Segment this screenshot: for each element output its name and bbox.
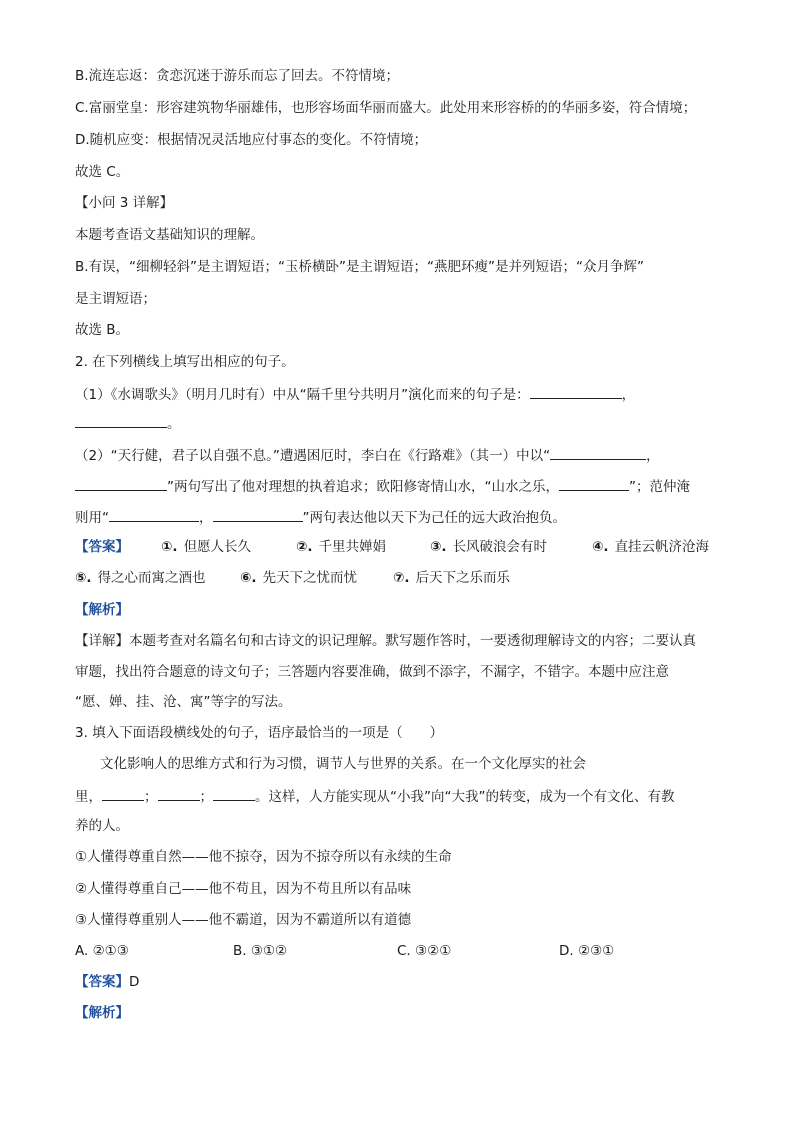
subquestion-3-intro: 本题考查语文基础知识的理解。 (75, 227, 264, 243)
option-b[interactable]: B. ③①② (233, 943, 288, 959)
question-2-part-2 (75, 445, 660, 466)
answer-tag: 【答案】 (75, 539, 129, 555)
explanation-line-d: D.随机应变：根据情况灵活地应付事态的变化。不符情境； (75, 132, 428, 148)
analysis-tag: 【解析】 (75, 602, 129, 618)
punct: 。 (167, 416, 181, 432)
question-2-part-2-cont (75, 476, 690, 497)
answer-choice-c: 故选 C。 (75, 164, 130, 180)
question-2-part-2-mid: ”两句写出了他对理想的执着追求；欧阳修寄情山水，“山水之乐， (167, 479, 559, 495)
detail-line-1 (75, 631, 696, 651)
question-3-title: 3. 填入下面语段横线处的句子，语序最恰当的一项是（ ） (75, 725, 444, 741)
subquestion-3-analysis: B.有误，“细柳轻斜”是主谓短语；“玉桥横卧”是主谓短语；“燕肥环瘦”是并列短语；“众月争辉” (75, 259, 645, 275)
punct: ， (199, 510, 213, 526)
answer-item-6: ⑥. 先天下之忧而忧 (240, 570, 358, 586)
sentence-1: ①人懂得尊重自然——他不掠夺，因为不掠夺所以有永续的生命 (75, 849, 452, 865)
question-2-part-1 (75, 384, 635, 405)
sentence-2: ②人懂得尊重自己——他不苟且，因为不苟且所以有品味 (75, 881, 412, 897)
text: 则用“ (75, 510, 109, 526)
question-2-part-1-text: （1）《水调歌头》（明月几时有）中从“隔千里兮共明月”演化而来的句子是： (75, 387, 530, 403)
answer-item-1: ①. 但愿人长久 (161, 539, 252, 555)
question-3-passage-2: 里， ； ； 。这样，人方能实现从“小我”向“大我”的转变，成为一个有文化、有教 (75, 786, 674, 807)
punct: ， (621, 387, 636, 403)
answer-item-2: ②. 千里共婵娟 (296, 539, 387, 555)
explanation-line-b: B.流连忘返：贪恋沉迷于游乐而忘了回去。不符情境； (75, 68, 400, 84)
question-2-part-1-cont (75, 413, 181, 434)
question-3-passage-1: 文化影响人的思维方式和行为习惯，调节人与世界的关系。在一个文化厚实的社会 (100, 756, 586, 772)
detail-line-3: “愿、婵、挂、沧、寓”等字的写法。 (75, 694, 292, 710)
option-d[interactable]: D. ②③① (559, 943, 615, 959)
subquestion-3-heading: 【小问 3 详解】 (75, 195, 174, 211)
text: ”两句表达他以天下为己任的远大政治抱负。 (302, 510, 566, 526)
fill-blank[interactable] (213, 507, 303, 522)
sentence-3: ③人懂得尊重别人——他不霸道，因为不霸道所以有道德 (75, 912, 412, 928)
fill-blank[interactable] (550, 445, 646, 460)
explanation-line-c: C.富丽堂皇：形容建筑物华丽雄伟，也形容场面华丽而盛大。此处用来形容桥的的华丽多姿，符合情境； (75, 100, 697, 116)
subquestion-3-analysis-cont: 是主谓短语； (75, 291, 156, 307)
fill-blank[interactable] (75, 413, 167, 428)
fill-blank[interactable] (102, 786, 144, 801)
detail-line-2: 审题，找出符合题意的诗文句子；三答题内容要准确，做到不添字，不漏字，不错字。本题中应注意 (75, 664, 669, 680)
question-3-answer (75, 972, 139, 992)
option-a[interactable]: A. ②①③ (75, 943, 129, 959)
detail-tag: 【详解】 (75, 633, 129, 649)
answer-item-7: ⑦. 后天下之乐而乐 (393, 570, 511, 586)
question-3-passage-3: 养的人。 (75, 818, 129, 834)
punct: ， (646, 448, 660, 464)
fill-blank[interactable] (530, 384, 622, 399)
answer-row-1 (75, 537, 129, 557)
answer-choice-b: 故选 B。 (75, 322, 130, 338)
answer-value: D (129, 974, 140, 990)
fill-blank[interactable] (75, 476, 167, 491)
answer-item-5: ⑤. 得之心而寓之酒也 (75, 570, 206, 586)
question-2-part-2-end: ”；范仲淹 (629, 479, 690, 495)
fill-blank[interactable] (158, 786, 200, 801)
fill-blank[interactable] (559, 476, 629, 491)
fill-blank[interactable] (109, 507, 199, 522)
question-2-part-2-cont2 (75, 507, 566, 528)
answer-item-3: ③. 长风破浪会有时 (430, 539, 548, 555)
detail-text: 本题考查对名篇名句和古诗文的识记理解。默写题作答时，一要透彻理解诗文的内容；二要认真 (129, 633, 696, 649)
question-2-part-2-text: （2）“天行健，君子以自强不息。”遭遇困厄时，李白在《行路难》（其一）中以“ (75, 448, 551, 464)
question-3-analysis-tag: 【解析】 (75, 1005, 129, 1021)
option-c[interactable]: C. ③②① (397, 943, 452, 959)
answer-item-4: ④. 直挂云帆济沧海 (592, 539, 710, 555)
question-2-title: 2. 在下列横线上填写出相应的句子。 (75, 354, 295, 370)
answer-tag: 【答案】 (75, 974, 129, 990)
fill-blank[interactable] (213, 786, 255, 801)
